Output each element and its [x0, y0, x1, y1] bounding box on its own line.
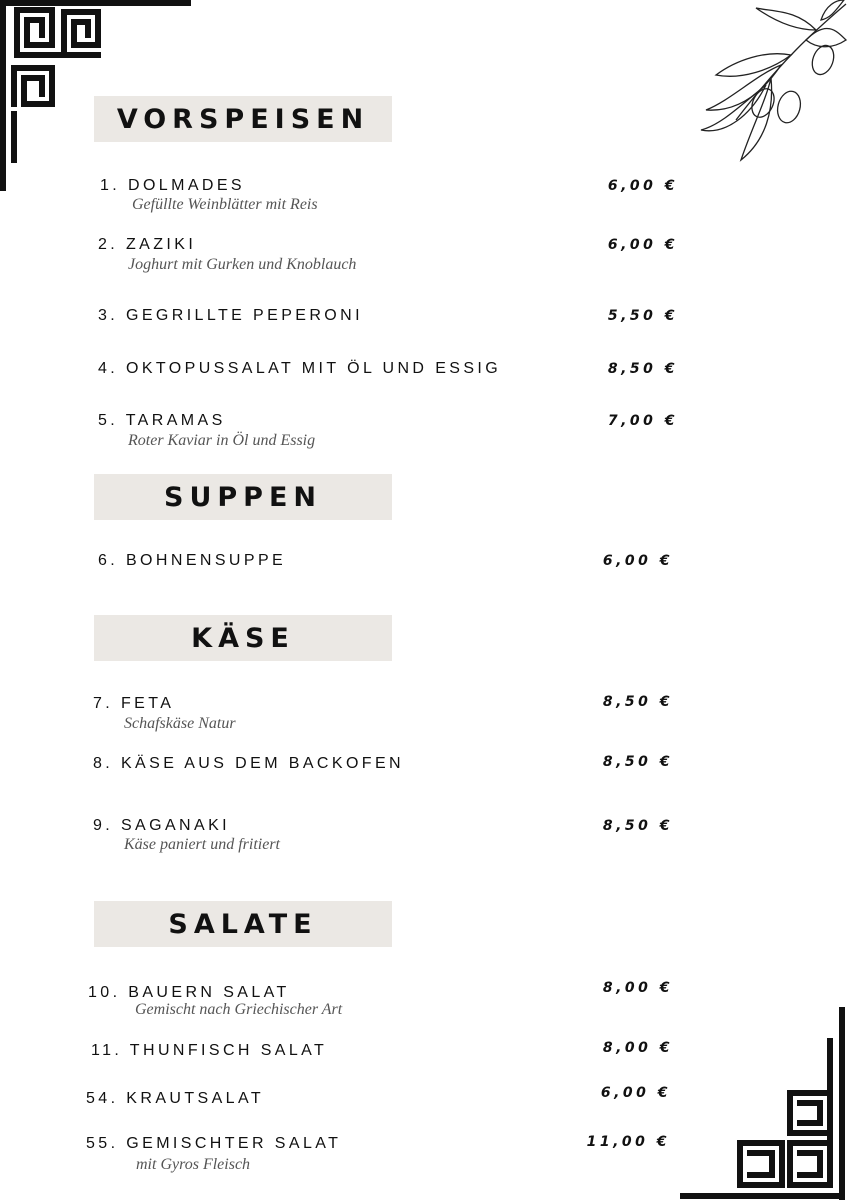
menu-item-price: 11,00 € — [586, 1134, 670, 1150]
section-header-salate — [94, 901, 392, 947]
menu-item-name: 2. ZAZIKI — [98, 236, 197, 253]
section-header-kaese — [94, 615, 392, 661]
menu-item-description: Käse paniert und fritiert — [124, 836, 280, 853]
menu-item-name: 55. GEMISCHTER SALAT — [86, 1135, 342, 1152]
menu-item-price: 8,50 € — [602, 754, 673, 770]
menu-item-name: 8. KÄSE AUS DEM BACKOFEN — [93, 755, 404, 772]
menu-item-name: 7. FETA — [93, 695, 175, 712]
menu-item-price: 8,50 € — [602, 694, 673, 710]
section-title: KÄSE — [191, 622, 295, 654]
menu-item-name: 9. SAGANAKI — [93, 817, 230, 834]
menu-item-price: 6,00 € — [607, 237, 678, 253]
menu-item-name: 1. DOLMADES — [100, 177, 245, 194]
menu-item-price: 8,00 € — [602, 1040, 673, 1056]
menu-item-description: Joghurt mit Gurken und Knoblauch — [128, 256, 357, 273]
menu-item-description: Gefüllte Weinblätter mit Reis — [132, 196, 318, 213]
olive-branch-icon — [696, 0, 848, 165]
menu-item-description: Gemischt nach Griechischer Art — [135, 1001, 343, 1018]
menu-item-name: 11. THUNFISCH SALAT — [91, 1042, 328, 1059]
menu-item-price: 7,00 € — [607, 413, 678, 429]
menu-item-price: 8,00 € — [602, 980, 673, 996]
menu-item-description: Roter Kaviar in Öl und Essig — [128, 432, 316, 449]
menu-item-price: 6,00 € — [602, 553, 673, 569]
menu-item-price: 8,50 € — [602, 818, 673, 834]
menu-item-name: 3. GEGRILLTE PEPERONI — [98, 307, 363, 324]
menu-item-name: 5. TARAMAS — [98, 412, 226, 429]
section-title: SALATE — [168, 908, 318, 940]
greek-key-corner-icon — [678, 1005, 848, 1200]
section-header-vorspeisen — [94, 96, 392, 142]
menu-item-price: 5,50 € — [607, 308, 678, 324]
menu-item-name: 4. OKTOPUSSALAT MIT ÖL UND ESSIG — [98, 360, 502, 377]
section-title: SUPPEN — [164, 481, 322, 513]
menu-item-description: Schafskäse Natur — [124, 715, 236, 732]
menu-item-name: 54. KRAUTSALAT — [86, 1090, 265, 1107]
section-header-suppen — [94, 474, 392, 520]
section-title: VORSPEISEN — [116, 103, 370, 135]
menu-item-price: 6,00 € — [600, 1085, 671, 1101]
menu-item-name: 10. BAUERN SALAT — [88, 984, 290, 1001]
menu-item-name: 6. BOHNENSUPPE — [98, 552, 287, 569]
menu-item-price: 6,00 € — [607, 178, 678, 194]
menu-item-description: mit Gyros Fleisch — [136, 1156, 251, 1173]
menu-item-price: 8,50 € — [607, 361, 678, 377]
